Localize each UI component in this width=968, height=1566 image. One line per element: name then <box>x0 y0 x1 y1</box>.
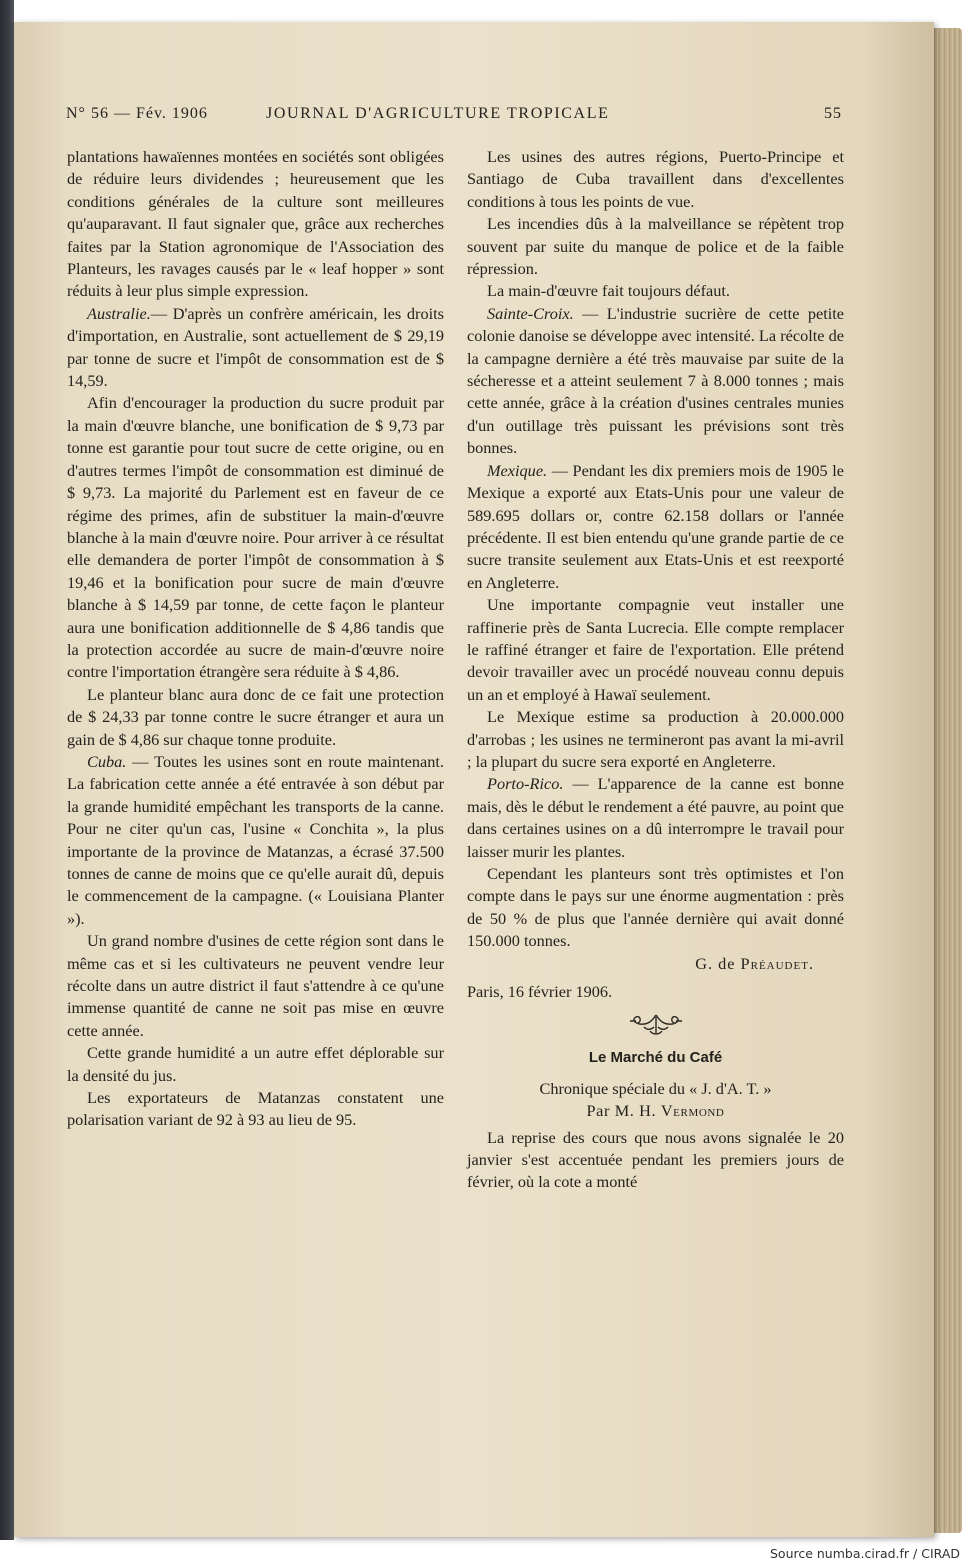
issue-number: N° 56 — Fév. 1906 <box>66 105 208 122</box>
running-header <box>66 105 842 127</box>
paragraph: Le planteur blanc aura donc de ce fait une protection de $ 24,33 par tonne contre le sucre étranger et aura un gain de $ 4,86 sur chaque tonne produite. <box>67 684 444 749</box>
author-signature: G. de Préaudet. <box>695 953 814 973</box>
paragraph: Afin d'encourager la production du sucre produit par la main d'œuvre blanche, une bonification de $ 9,73 par tonne est garantie pour tout sucre de cette origine, ou en d'autres termes l'impôt de consommation est diminué de $ 9,73. La majorité du Parlement est en faveur de ce régime des primes, afin de substituer la main-d'œuvre blanche à la main d'œuvre noire. Pour arriver à ce résultat elle demandera de porter l'impôt de consommation à $ 19,46 et la bonification pour sucre de main d'œuvre blanche à $ 14,59 par tonne, de cette façon le planteur aura une bonification additionnelle de $ 4,86 tandis que la protection accordée au sucre de main-d'œuvre noire contre l'importation étrangère sera réduite à $ 4,86. <box>67 393 444 682</box>
paragraph-cuba: Cuba. — Toutes les usines sont en route maintenant. La fabrication cette année a été entravée à son début par la grande humidité empêchant les transports de la canne. Pour ne citer qu'un cas, l'usine « Conchita », la plus importante de la province de Matanzas, a écrasé 37.500 tonnes de canne de moins que ce qu'elle aurait dû, depuis le commencement de la campagne. (« Louisiana Planter »). <box>67 751 444 928</box>
paragraph: La reprise des cours que nous avons signalée le 20 janvier s'est accentuée pendant les premiers jours de février, où la cote a monté <box>467 1127 844 1192</box>
paragraph: Les incendies dûs à la malveillance se répètent trop souvent par suite du manque de police et de la faible répression. <box>467 214 844 279</box>
paragraph: Les exportateurs de Matanzas constatent une polarisation variant de 92 à 93 au lieu de 95. <box>67 1088 444 1130</box>
paragraph: Les usines des autres régions, Puerto-Principe et Santiago de Cuba travaillent dans d'excellentes conditions à tous les points de vue. <box>467 147 844 211</box>
journal-title: JOURNAL D'AGRICULTURE TROPICALE <box>266 105 610 122</box>
paragraph: Une importante compagnie veut installer une raffinerie près de Santa Lucrecia. Elle compte remplacer le raffiné étranger et faire de l'exportation. Elle prétend devoir travailler avec un procédé nouveau connu depuis un an et employé à Hawaï seulement. <box>467 595 844 704</box>
paragraph: Cependant les planteurs sont très optimistes et l'on compte dans le pays sur une énorme augmentation : près de 50 % de plus que l'année dernière qui avait donné 150.000 tonnes. <box>467 864 844 951</box>
paragraph-australie: Australie.— D'après un confrère américain, les droits d'importation, en Australie, sont actuellement de $ 29,19 par tonne de sucre et l'impôt de consommation est de $ 14,59. <box>67 303 444 391</box>
paragraph-porto-rico: Porto-Rico. — L'apparence de la canne est bonne mais, dès le début le rendement a été pauvre, au point que dans certaines usines on a dû interrompre le travail pour laisser murir les plantes. <box>467 774 844 861</box>
paragraph: Cette grande humidité a un autre effet déplorable sur la densité du jus. <box>67 1043 444 1085</box>
paragraph: Le Mexique estime sa production à 20.000.000 d'arrobas ; les usines ne termineront pas avant la mi-avril ; la plupart du sucre sera exporté en Angleterre. <box>467 707 844 771</box>
fleuron-ornament-icon <box>626 1011 686 1037</box>
page-number: 55 <box>824 105 842 122</box>
source-credit: Source numba.cirad.fr / CIRAD <box>769 1546 960 1561</box>
paragraph: La main-d'œuvre fait toujours défaut. <box>487 281 731 301</box>
dateline: Paris, 16 février 1906. <box>467 982 613 1002</box>
left-column <box>67 146 444 1132</box>
paragraph-sainte-croix: Sainte-Croix. — L'industrie sucrière de cette petite colonie danoise se développe avec intensité. La récolte de la campagne dernière a été très mauvaise par suite de la sécheresse et a atteint seulement 7 à 8.000 tonnes ; mais cette année, grâce à la création d'usines centrales munies d'un outillage très puissant les prévisions sont très bonnes. <box>467 303 844 458</box>
paragraph: Un grand nombre d'usines de cette région sont dans le même cas et si les cultivateurs ne peuvent vendre leur récolte dans un autre district il faut s'attendre à ce qu'une immense quantité de canne ne soit pas mise en œuvre cette année. <box>67 931 444 1040</box>
byline: Par M. H. Vermond <box>586 1101 725 1121</box>
book-binding <box>0 0 14 1540</box>
section-title: Le Marché du Café <box>588 1049 723 1067</box>
section-subtitle: Chronique spéciale du « J. d'A. T. » <box>539 1078 772 1098</box>
paragraph-mexique: Mexique. — Pendant les dix premiers mois de 1905 le Mexique a exporté aux Etats-Unis pour une valeur de 589.695 dollars or, contre 62.158 dollars or l'année précédente. Il est bien entendu qu'une grande partie de ce sucre transite seulement aux Etats-Unis et est reexporté en Angleterre. <box>467 460 844 592</box>
right-column <box>467 146 844 1194</box>
paragraph: plantations hawaïennes montées en sociétés sont obligées de réduire leurs dividendes ; heureusement que les conditions générales de la culture sont meilleures qu'auparavant. Il faut signaler que, grâce aux recherches faites par la Station agronomique de l'Association des Planteurs, les ravages causés par le « leaf hopper » sont réduits à leur plus simple expression. <box>67 147 444 301</box>
